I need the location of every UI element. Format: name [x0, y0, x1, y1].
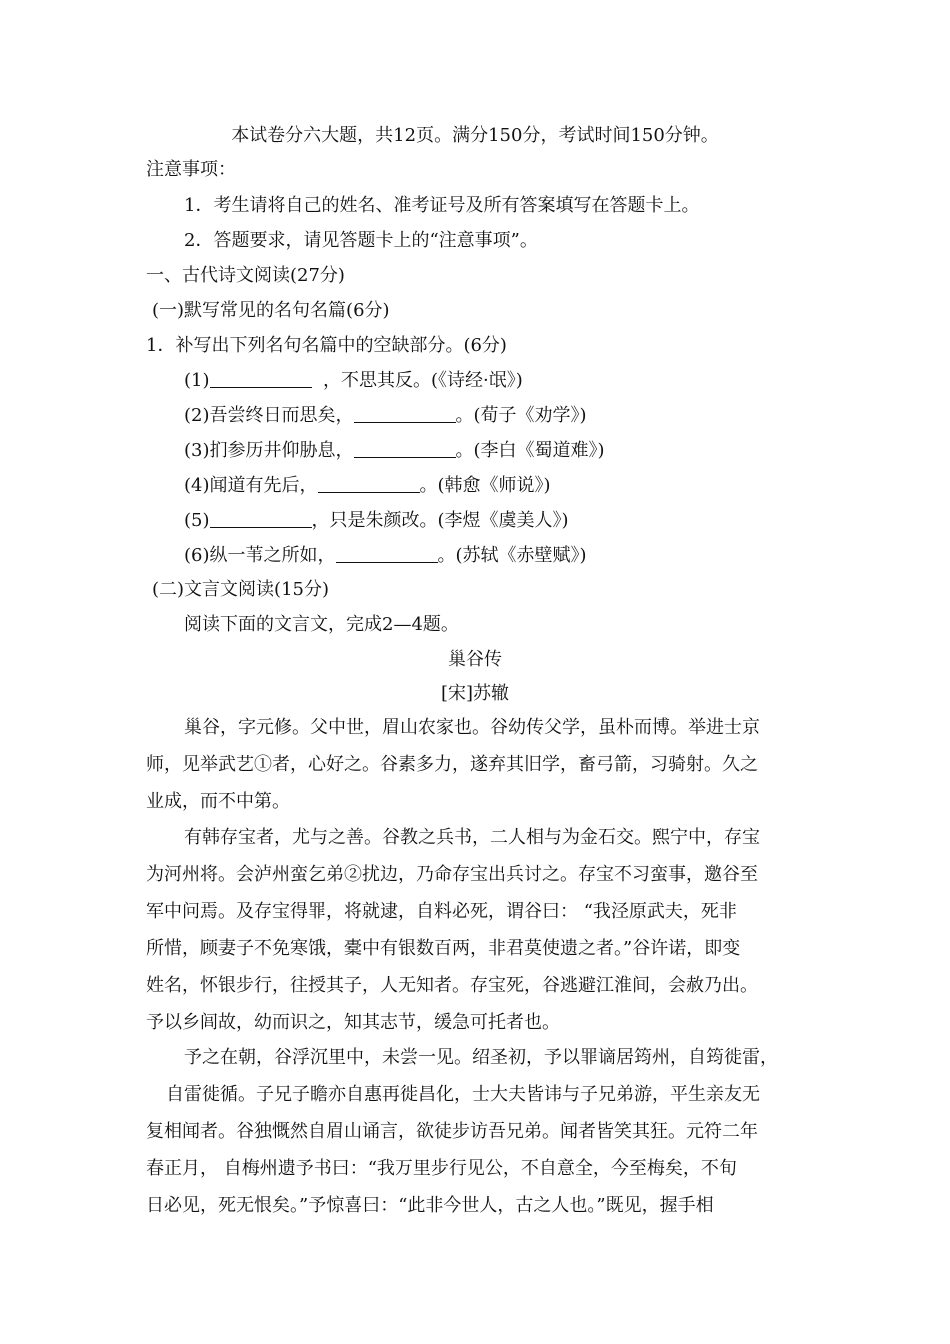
question-stem: 1．补写出下列名句名篇中的空缺部分。(6分) — [146, 335, 507, 356]
item-number: (3) — [184, 440, 210, 461]
item-number: (1) — [184, 370, 210, 391]
item-text: ，只是朱颜改。(李煜《虞美人》) — [311, 510, 569, 531]
passage-line: 自雷徙循。子兄子瞻亦自惠再徙昌化，士大夫皆讳与子兄弟游，平生亲友无 — [166, 1084, 760, 1105]
fill-item — [184, 369, 523, 393]
passage-line: 予以乡闾故，幼而识之，知其志节，缓急可托者也。 — [146, 1012, 560, 1033]
passage-line: 巢谷，字元修。父中世，眉山农家也。谷幼传父学，虽朴而博。举进士京 — [184, 717, 760, 738]
passage-line: 师，见举武艺①者，心好之。谷素多力，遂弃其旧学，畜弓箭，习骑射。久之 — [146, 754, 758, 775]
fill-item — [184, 439, 605, 463]
subsection-title: (二)文言文阅读(15分) — [152, 579, 329, 600]
note-1: 1．考生请将自己的姓名、准考证号及所有答案填写在答题卡上。 — [184, 195, 700, 216]
item-number: (6) — [184, 545, 210, 566]
answer-blank[interactable] — [318, 474, 420, 493]
fill-item — [184, 509, 569, 533]
answer-blank[interactable] — [354, 439, 456, 458]
passage-line: 姓名，怀银步行，往授其子，人无知者。存宝死，谷逃避江淮间，会赦乃出。 — [146, 975, 758, 996]
item-text: 。(荀子《劝学》) — [455, 405, 587, 426]
item-number: (2) — [184, 405, 210, 426]
passage-author: [宋]苏辙 — [440, 683, 510, 704]
passage-line: 为河州将。会泸州蛮乞弟②扰边，乃命存宝出兵讨之。存宝不习蛮事，邀谷至 — [146, 864, 758, 885]
note-2: 2．答题要求，请见答题卡上的“注意事项”。 — [184, 230, 538, 251]
item-text: 扪参历井仰胁息， — [209, 440, 354, 461]
item-text: 吾尝终日而思矣， — [209, 405, 354, 426]
item-text: 纵一苇之所如， — [209, 545, 336, 566]
answer-blank[interactable] — [210, 369, 312, 388]
passage-line: 所惜，顾妻子不免寒饿，橐中有银数百两，非君莫使遗之者。”谷许诺，即变 — [146, 938, 741, 959]
passage-line: 予之在朝，谷浮沉里中，未尝一见。绍圣初，予以罪谪居筠州，自筠徙雷， — [184, 1047, 778, 1068]
subsection-title: (一)默写常见的名句名篇(6分) — [152, 300, 390, 321]
reading-instruction: 阅读下面的文言文，完成2—4题。 — [184, 614, 459, 635]
item-text: 闻道有先后， — [209, 475, 318, 496]
exam-intro: 本试卷分六大题，共12页。满分150分，考试时间150分钟。 — [231, 125, 719, 146]
passage-title: 巢谷传 — [448, 649, 502, 670]
item-text: 。(韩愈《师说》) — [419, 475, 551, 496]
section-title: 一、古代诗文阅读(27分) — [146, 265, 345, 286]
item-text: 。(李白《蜀道难》) — [455, 440, 605, 461]
passage-line: 复相闻者。谷独慨然自眉山诵言，欲徒步访吾兄弟。闻者皆笑其狂。元符二年 — [146, 1121, 758, 1142]
fill-item — [184, 474, 551, 498]
passage-line: 春正月， 自梅州遗予书曰：“我万里步行见公，不自意全，今至梅矣，不旬 — [146, 1158, 737, 1179]
item-text: ，不思其反。(《诗经·氓》) — [322, 370, 523, 391]
notes-title: 注意事项： — [146, 159, 236, 180]
item-number: (5) — [184, 510, 210, 531]
item-text: 。(苏轼《赤壁赋》) — [437, 545, 587, 566]
fill-item — [184, 404, 587, 428]
item-number: (4) — [184, 475, 210, 496]
passage-line: 业成，而不中第。 — [146, 791, 290, 812]
passage-line: 有韩存宝者，尤与之善。谷教之兵书，二人相与为金石交。熙宁中，存宝 — [184, 827, 760, 848]
passage-line: 日必见，死无恨矣。”予惊喜曰：“此非今世人，古之人也。”既见，握手相 — [146, 1195, 714, 1216]
passage-line: 军中问焉。及存宝得罪，将就逮，自料必死，谓谷曰： “我泾原武夫，死非 — [146, 901, 737, 922]
fill-item — [184, 544, 587, 568]
answer-blank[interactable] — [336, 544, 438, 563]
answer-blank[interactable] — [354, 404, 456, 423]
answer-blank[interactable] — [210, 509, 312, 528]
